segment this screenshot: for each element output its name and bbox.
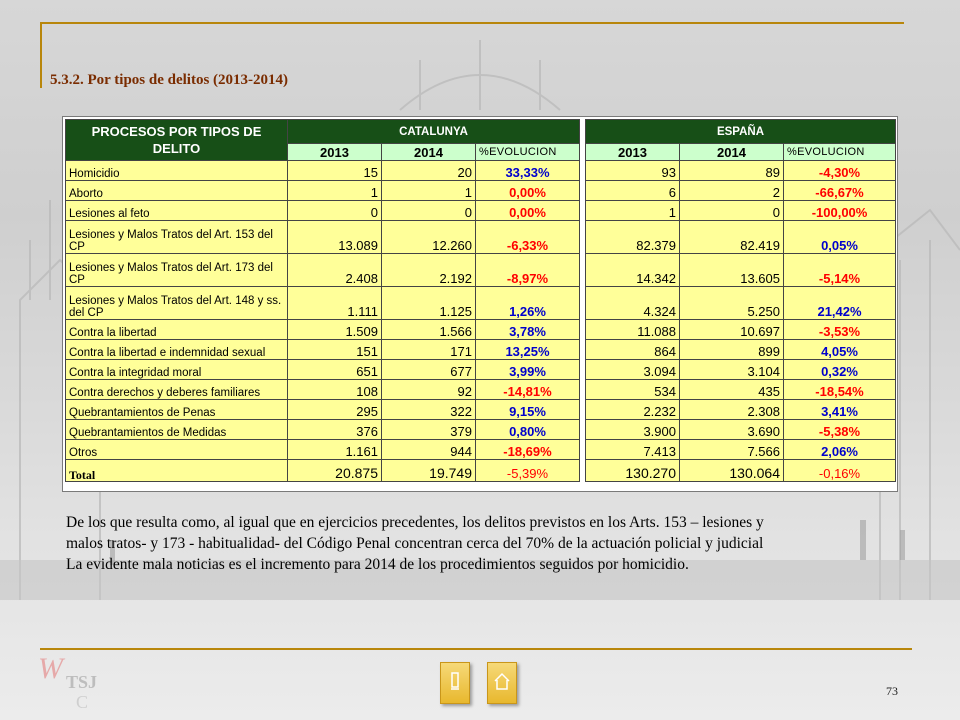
cat-2013-value: 15	[288, 161, 382, 181]
cat-evolution-value: 3,78%	[476, 320, 580, 340]
table-row	[66, 287, 896, 320]
cat-2013-value: 295	[288, 400, 382, 420]
cat-2013-value: 2.408	[288, 254, 382, 287]
row-label: Aborto	[66, 181, 288, 201]
esp-evolution-value: 2,06%	[784, 440, 896, 460]
group-header-espana: ESPAÑA	[586, 120, 896, 144]
esp-2013-value: 3.094	[586, 360, 680, 380]
body-text	[66, 512, 896, 575]
row-label: Contra la libertad	[66, 320, 288, 340]
cat-evolution-value: 0,00%	[476, 201, 580, 221]
frame-bottom-line	[40, 648, 912, 650]
home-button[interactable]	[487, 662, 517, 704]
col-header-esp-2013: 2013	[586, 144, 680, 161]
esp-2013-value: 2.232	[586, 400, 680, 420]
table-row	[66, 181, 896, 201]
row-label: Lesiones al feto	[66, 201, 288, 221]
esp-2013-total: 130.270	[586, 460, 680, 482]
esp-evolution-value: -3,53%	[784, 320, 896, 340]
cat-2014-value: 1.566	[382, 320, 476, 340]
cat-evolution-value: 33,33%	[476, 161, 580, 181]
row-label: Lesiones y Malos Tratos del Art. 148 y ss. del CP	[66, 287, 288, 320]
table-row	[66, 380, 896, 400]
cat-evolution-value: 3,99%	[476, 360, 580, 380]
cat-2014-value: 379	[382, 420, 476, 440]
table-row	[66, 201, 896, 221]
row-label: Homicidio	[66, 161, 288, 181]
section-title: 5.3.2. Por tipos de delitos (2013-2014)	[50, 72, 289, 88]
esp-evolution-value: -100,00%	[784, 201, 896, 221]
cat-2014-value: 12.260	[382, 221, 476, 254]
row-label: Lesiones y Malos Tratos del Art. 173 del CP	[66, 254, 288, 287]
esp-2013-value: 3.900	[586, 420, 680, 440]
cat-2014-value: 20	[382, 161, 476, 181]
esp-2014-value: 89	[680, 161, 784, 181]
esp-2013-value: 11.088	[586, 320, 680, 340]
cat-evolution-value: -8,97%	[476, 254, 580, 287]
cat-2014-value: 2.192	[382, 254, 476, 287]
cat-evolution-value: 0,00%	[476, 181, 580, 201]
body-text-line-1: De los que resulta como, al igual que en ejercicios precedentes, los delitos previstos en los Arts. 153 – lesiones y	[66, 514, 764, 531]
esp-2013-value: 7.413	[586, 440, 680, 460]
table-row	[66, 161, 896, 181]
page-number: 73	[886, 684, 898, 698]
row-label: Lesiones y Malos Tratos del Art. 153 del CP	[66, 221, 288, 254]
row-label: Contra la integridad moral	[66, 360, 288, 380]
esp-evolution-value: -18,54%	[784, 380, 896, 400]
cat-2014-value: 0	[382, 201, 476, 221]
esp-2014-value: 0	[680, 201, 784, 221]
esp-2014-value: 2	[680, 181, 784, 201]
cat-2014-value: 92	[382, 380, 476, 400]
esp-2014-value: 7.566	[680, 440, 784, 460]
esp-2013-value: 93	[586, 161, 680, 181]
cat-2013-value: 151	[288, 340, 382, 360]
esp-evolution-value: -4,30%	[784, 161, 896, 181]
cat-2014-value: 677	[382, 360, 476, 380]
table-row	[66, 420, 896, 440]
home-icon	[492, 669, 512, 695]
esp-evolution-total: -0,16%	[784, 460, 896, 482]
esp-evolution-value: -5,14%	[784, 254, 896, 287]
body-text-line-2: malos tratos- y 173 - habitualidad- del Código Penal concentran cerca del 70% de la actuación policial y judicial	[66, 535, 764, 552]
esp-2014-value: 899	[680, 340, 784, 360]
esp-evolution-value: -5,38%	[784, 420, 896, 440]
tsjc-logo	[36, 648, 106, 710]
esp-2013-value: 14.342	[586, 254, 680, 287]
table-row	[66, 254, 896, 287]
logo-text-tsj: TSJ	[66, 672, 98, 692]
table-row	[66, 400, 896, 420]
esp-2014-value: 5.250	[680, 287, 784, 320]
cat-2013-value: 13.089	[288, 221, 382, 254]
esp-evolution-value: 4,05%	[784, 340, 896, 360]
esp-2014-value: 435	[680, 380, 784, 400]
page-back-icon	[445, 669, 465, 695]
row-label: Quebrantamientos de Penas	[66, 400, 288, 420]
cat-2013-value: 1	[288, 181, 382, 201]
table-row	[66, 320, 896, 340]
row-label: Otros	[66, 440, 288, 460]
cat-evolution-value: -14,81%	[476, 380, 580, 400]
previous-page-button[interactable]	[440, 662, 470, 704]
row-label: Contra la libertad e indemnidad sexual	[66, 340, 288, 360]
col-header-cat-2014: 2014	[382, 144, 476, 161]
esp-2014-value: 10.697	[680, 320, 784, 340]
esp-2013-value: 82.379	[586, 221, 680, 254]
cat-2014-value: 322	[382, 400, 476, 420]
group-header-catalunya: CATALUNYA	[288, 120, 580, 144]
cat-2013-value: 1.509	[288, 320, 382, 340]
row-label: Quebrantamientos de Medidas	[66, 420, 288, 440]
total-label: Total	[66, 460, 288, 482]
esp-2014-value: 3.690	[680, 420, 784, 440]
esp-2013-value: 6	[586, 181, 680, 201]
cat-evolution-value: 1,26%	[476, 287, 580, 320]
body-text-line-3: La evidente mala noticias es el incremento para 2014 de los procedimientos seguidos por homicidio.	[66, 556, 689, 573]
esp-2013-value: 534	[586, 380, 680, 400]
table-row	[66, 340, 896, 360]
esp-2014-total: 130.064	[680, 460, 784, 482]
esp-evolution-value: 21,42%	[784, 287, 896, 320]
table-row	[66, 440, 896, 460]
cat-2013-total: 20.875	[288, 460, 382, 482]
table-total-row	[66, 460, 896, 482]
cat-evolution-value: -18,69%	[476, 440, 580, 460]
esp-2014-value: 13.605	[680, 254, 784, 287]
cat-2014-total: 19.749	[382, 460, 476, 482]
cat-2014-value: 1	[382, 181, 476, 201]
frame-left-line	[40, 22, 42, 88]
esp-evolution-value: 3,41%	[784, 400, 896, 420]
svg-text:W: W	[38, 652, 63, 685]
logo-text-c: C	[76, 692, 89, 710]
cat-evolution-value: 9,15%	[476, 400, 580, 420]
esp-2014-value: 82.419	[680, 221, 784, 254]
table-row	[66, 360, 896, 380]
cat-2014-value: 1.125	[382, 287, 476, 320]
cat-evolution-value: -6,33%	[476, 221, 580, 254]
cat-evolution-value: 0,80%	[476, 420, 580, 440]
esp-2013-value: 1	[586, 201, 680, 221]
esp-2013-value: 864	[586, 340, 680, 360]
row-label: Contra derechos y deberes familiares	[66, 380, 288, 400]
cat-evolution-total: -5,39%	[476, 460, 580, 482]
cat-2013-value: 651	[288, 360, 382, 380]
crime-processes-table	[62, 116, 898, 492]
col-header-cat-2013: 2013	[288, 144, 382, 161]
cat-2013-value: 0	[288, 201, 382, 221]
esp-2014-value: 3.104	[680, 360, 784, 380]
esp-2013-value: 4.324	[586, 287, 680, 320]
esp-evolution-value: 0,05%	[784, 221, 896, 254]
esp-evolution-value: 0,32%	[784, 360, 896, 380]
cat-2013-value: 1.111	[288, 287, 382, 320]
cat-2013-value: 108	[288, 380, 382, 400]
table-title: PROCESOS POR TIPOS DE DELITO	[66, 120, 288, 161]
col-header-cat-evolution: %EVOLUCION	[476, 144, 580, 161]
esp-2014-value: 2.308	[680, 400, 784, 420]
cat-2013-value: 1.161	[288, 440, 382, 460]
frame-top-line	[40, 22, 904, 24]
col-header-esp-evolution: %EVOLUCION	[784, 144, 896, 161]
esp-evolution-value: -66,67%	[784, 181, 896, 201]
col-header-esp-2014: 2014	[680, 144, 784, 161]
cat-2014-value: 944	[382, 440, 476, 460]
cat-evolution-value: 13,25%	[476, 340, 580, 360]
table-row	[66, 221, 896, 254]
cat-2013-value: 376	[288, 420, 382, 440]
cat-2014-value: 171	[382, 340, 476, 360]
